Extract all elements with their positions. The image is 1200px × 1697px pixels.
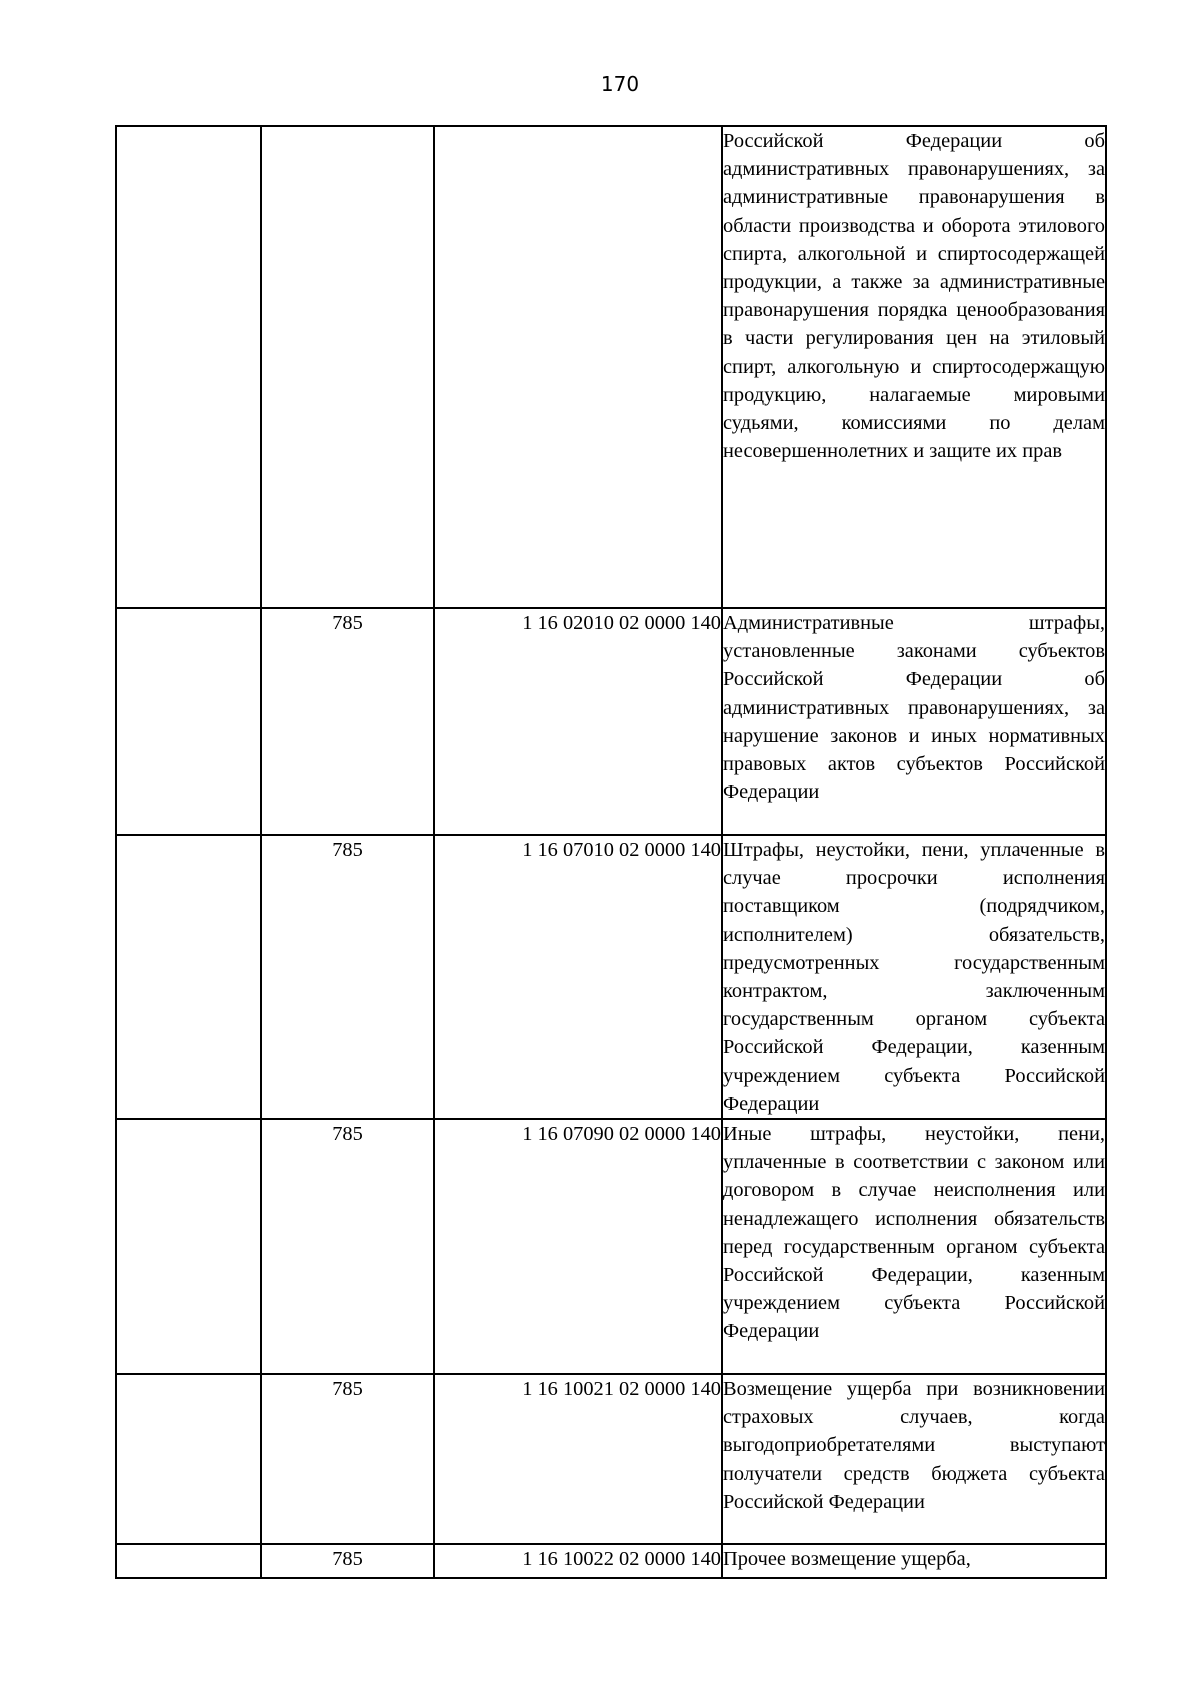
empty-cell bbox=[116, 608, 261, 835]
admin-code-cell: 785 bbox=[261, 1119, 434, 1374]
budget-code-cell: 1 16 07090 02 0000 140 bbox=[434, 1119, 722, 1374]
empty-cell bbox=[116, 1119, 261, 1374]
description-cell: Иные штрафы, неустойки, пени, уплаченные в соответствии с законом или договором в случае неисполнения или ненадлежащего исполнения обязательств перед государственным органом субъекта Российской Федерации, казенным учреждением субъекта Российской Федерации bbox=[722, 1119, 1106, 1374]
table-row bbox=[116, 1374, 1106, 1544]
empty-cell bbox=[116, 1544, 261, 1578]
empty-cell bbox=[116, 835, 261, 1119]
table-row bbox=[116, 835, 1106, 1119]
budget-code-cell bbox=[434, 126, 722, 608]
budget-code-cell: 1 16 10022 02 0000 140 bbox=[434, 1544, 722, 1578]
budget-code-cell: 1 16 02010 02 0000 140 bbox=[434, 608, 722, 835]
admin-code-cell: 785 bbox=[261, 835, 434, 1119]
description-cell: Российской Федерации об административных правонарушениях, за административные правонарушения в области производства и оборота этилового спирта, алкогольной и спиртосодержащей продукции, а также за административные правонарушения порядка ценообразования в части регулирования цен на этиловый спирт, алкогольную и спиртосодержащую продукцию, налагаемые мировыми судьями, комиссиями по делам несовершеннолетних и защите их прав bbox=[722, 126, 1106, 608]
table-row bbox=[116, 1544, 1106, 1578]
page-number: 170 bbox=[600, 72, 640, 96]
table-row bbox=[116, 1119, 1106, 1374]
budget-code-cell: 1 16 07010 02 0000 140 bbox=[434, 835, 722, 1119]
empty-cell bbox=[116, 126, 261, 608]
admin-code-cell: 785 bbox=[261, 608, 434, 835]
description-cell: Штрафы, неустойки, пени, уплаченные в случае просрочки исполнения поставщиком (подрядчиком, исполнителем) обязательств, предусмотренных государственным контрактом, заключенным государственным органом субъекта Российской Федерации, казенным учреждением субъекта Российской Федерации bbox=[722, 835, 1106, 1119]
admin-code-cell: 785 bbox=[261, 1544, 434, 1578]
admin-code-cell: 785 bbox=[261, 1374, 434, 1544]
empty-cell bbox=[116, 1374, 261, 1544]
admin-code-cell bbox=[261, 126, 434, 608]
description-cell: Возмещение ущерба при возникновении страховых случаев, когда выгодоприобретателями выступают получатели средств бюджета субъекта Российской Федерации bbox=[722, 1374, 1106, 1544]
budget-code-cell: 1 16 10021 02 0000 140 bbox=[434, 1374, 722, 1544]
table-row bbox=[116, 126, 1106, 608]
description-cell: Административные штрафы, установленные законами субъектов Российской Федерации об административных правонарушениях, за нарушение законов и иных нормативных правовых актов субъектов Российской Федерации bbox=[722, 608, 1106, 835]
budget-classification-table bbox=[115, 125, 1107, 1579]
description-cell: Прочее возмещение ущерба, bbox=[722, 1544, 1106, 1578]
table-row bbox=[116, 608, 1106, 835]
